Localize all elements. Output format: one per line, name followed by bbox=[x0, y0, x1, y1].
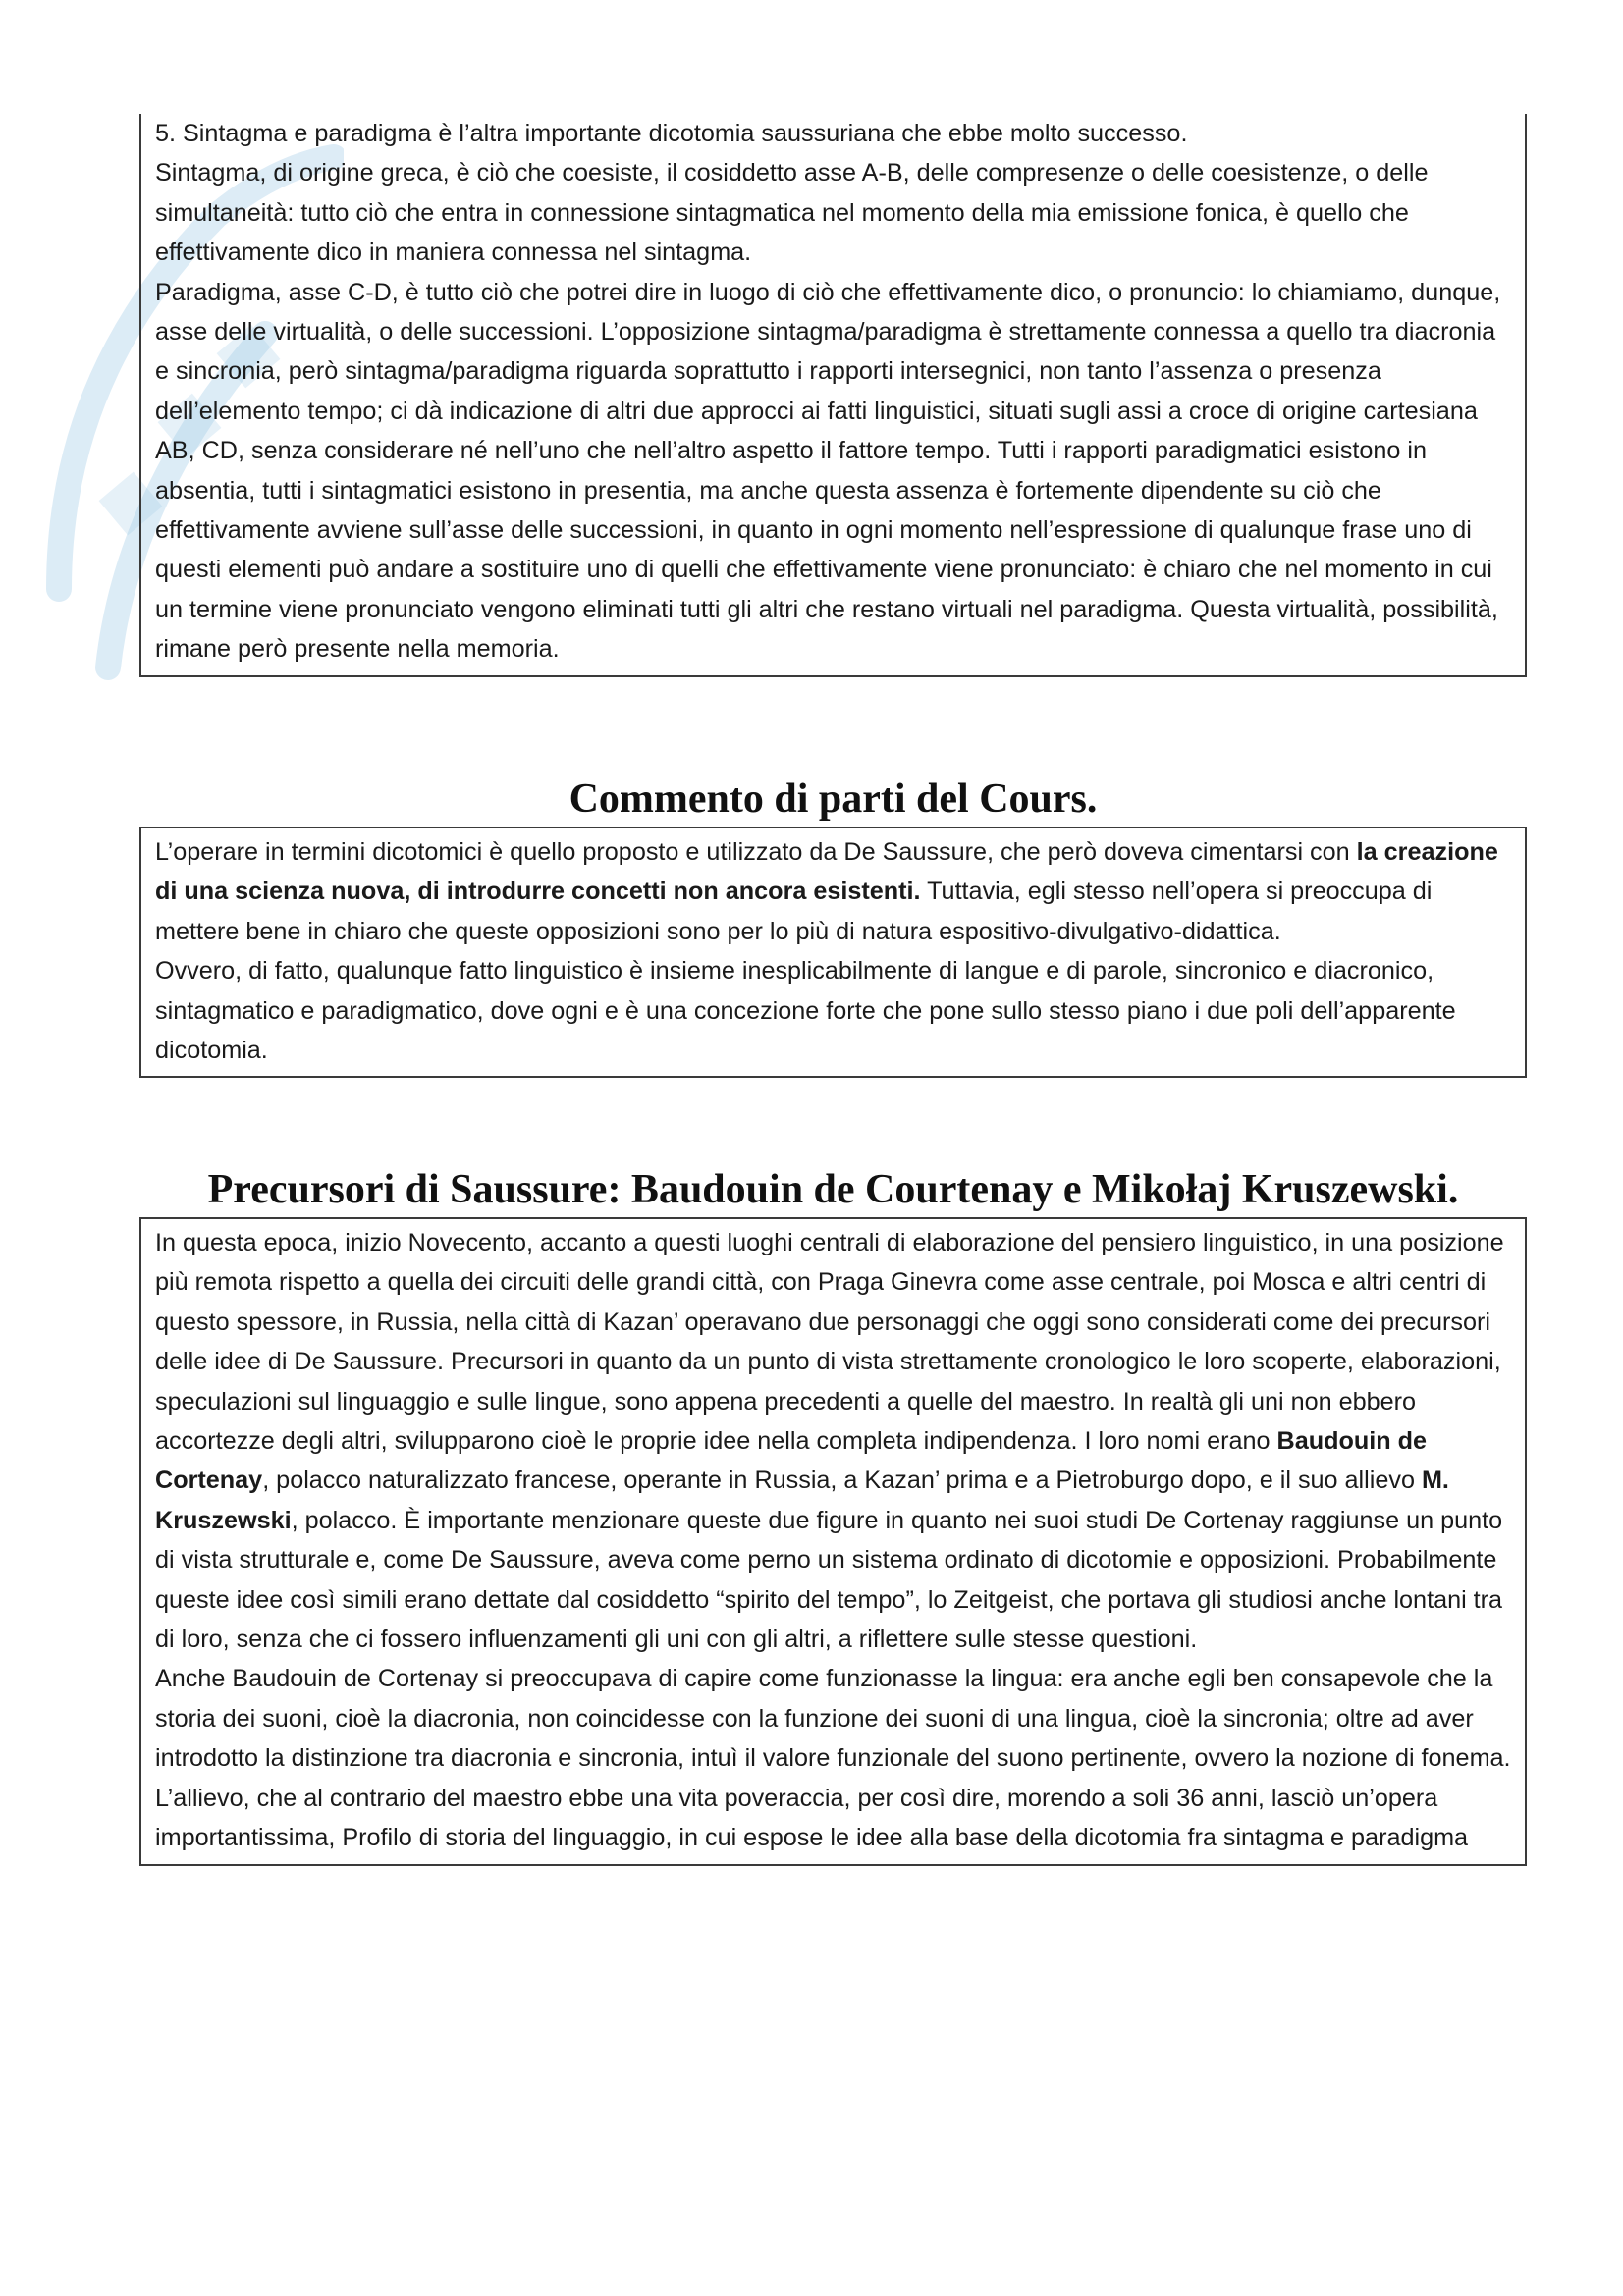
text-run: L’operare in termini dicotomici è quello proposto e utilizzato da De Saussure, che però doveva cimentarsi con bbox=[155, 838, 1357, 866]
section-sintagma-paradigma bbox=[139, 114, 1527, 677]
bold-name-kruszewski: M. Kruszewski bbox=[155, 1467, 1449, 1534]
paragraph: Ovvero, di fatto, qualunque fatto linguistico è insieme inesplicabilmente di langue e di parole, sincronico e diacronico, sintagmatico e paradigmatico, dove ogni e è una concezione forte che pone sullo stesso piano i due poli dell’apparente dicotomia. bbox=[155, 957, 1456, 1065]
section-precursori bbox=[139, 1217, 1527, 1866]
paragraph: Paradigma, asse C-D, è tutto ciò che potrei dire in luogo di ciò che effettivamente dico, o pronuncio: lo chiamiamo, dunque, asse delle virtualità, o delle successioni. L’opposizione sintagma/paradigma è strettamente connessa a quello tra diacronia e sincronia, però sintagma/paradigma riguarda soprattutto i rapporti intersegnici, non tanto l’assenza o presenza dell’elemento tempo; ci dà indicazione di altri due approcci ai fatti linguistici, situati sugli assi a croce di origine cartesiana AB, CD, senza considerare né nell’uno che nell’altro aspetto il fattore tempo. Tutti i rapporti paradigmatici esistono in absentia, tutti i sintagmatici esistono in presentia, ma anche questa assenza è fortemente dipendente su ciò che effettivamente avviene sull’asse delle successioni, in quanto in ogni momento nell’espressione di qualunque frase uno di questi elementi può andare a sostituire uno di quelli che effettivamente viene pronunciato: è chiaro che nel momento in cui un termine viene pronunciato vengono eliminati tutti gli altri che restano virtuali nel paradigma. Questa virtualità, possibilità, rimane però presente nella memoria. bbox=[155, 278, 1501, 664]
paragraph bbox=[155, 832, 1513, 951]
paragraph bbox=[155, 1223, 1513, 1659]
paragraph: L’allievo, che al contrario del maestro ebbe una vita poveraccia, per così dire, morendo a soli 36 anni, lasciò un’opera importantissima, Profilo di storia del linguaggio, in cui espose le idee alla base della dicotomia fra sintagma e paradigma bbox=[155, 1784, 1469, 1852]
section-commento bbox=[139, 827, 1527, 1078]
section-heading-commento: Commento di parti del Cours. bbox=[568, 776, 1098, 822]
text-run: , polacco. È importante menzionare queste due figure in quanto nei suoi studi De Cortenay raggiunse un punto di vista strutturale e, come De Saussure, aveva come perno un sistema ordinato di dicotomie e opposizioni. Probabilmente queste idee così simili erano dettate dal cosiddetto “spirito del tempo”, lo Zeitgeist, che portava gli studiosi anche lontani tra di loro, senza che ci fossero influenzamenti gli uni con gli altri, a riflettere sulle stesse questioni. bbox=[155, 1506, 1503, 1654]
text-run: In questa epoca, inizio Novecento, accanto a questi luoghi centrali di elaborazione del pensiero linguistico, in una posizione più remota rispetto a quella dei circuiti delle grandi città, con Praga Ginevra come asse centrale, poi Mosca e altri centri di questo spessore, in Russia, nella città di Kazan’ operavano due personaggi che oggi sono considerati come dei precursori delle idee di De Saussure. Precursori in quanto da un punto di vista strettamente cronologico le loro scoperte, elaborazioni, speculazioni sul linguaggio e sulle lingue, sono appena precedenti a quelle del maestro. In realtà gli uni non ebbero accortezze degli altri, svilupparono cioè le proprie idee nella completa indipendenza. I loro nomi erano bbox=[155, 1229, 1504, 1456]
bold-text: la creazione di una scienza nuova, di introdurre concetti non ancora esistenti. bbox=[155, 838, 1498, 906]
bold-name-baudouin: Baudouin de Cortenay bbox=[155, 1427, 1428, 1495]
section-heading-precursori: Precursori di Saussure: Baudouin de Courtenay e Mikołaj Kruszewski. bbox=[207, 1167, 1459, 1212]
text-run: , polacco naturalizzato francese, operante in Russia, a Kazan’ prima e a Pietroburgo dopo, e il suo allievo bbox=[262, 1467, 1422, 1495]
paragraph: 5. Sintagma e paradigma è l’altra importante dicotomia saussuriana che ebbe molto successo. bbox=[155, 120, 1188, 147]
paragraph: Sintagma, di origine greca, è ciò che coesiste, il cosiddetto asse A-B, delle compresenze o delle coesistenze, o delle simultaneità: tutto ciò che entra in connessione sintagmatica nel momento della mia emissione fonica, è quello che effettivamente dico in maniera connessa nel sintagma. bbox=[155, 159, 1429, 267]
text-run: Tuttavia, egli stesso nell’opera si preoccupa di mettere bene in chiaro che queste opposizioni sono per lo più di natura espositivo-divulgativo-didattica. bbox=[155, 878, 1433, 945]
paragraph: Anche Baudouin de Cortenay si preoccupava di capire come funzionasse la lingua: era anche egli ben consapevole che la storia dei suoni, cioè la diacronia, non coincidesse con la funzione dei suoni di una lingua, cioè la sincronia; oltre ad aver introdotto la distinzione tra diacronia e sincronia, intuì il valore funzionale del suono pertinente, ovvero la nozione di fonema. bbox=[155, 1665, 1511, 1773]
